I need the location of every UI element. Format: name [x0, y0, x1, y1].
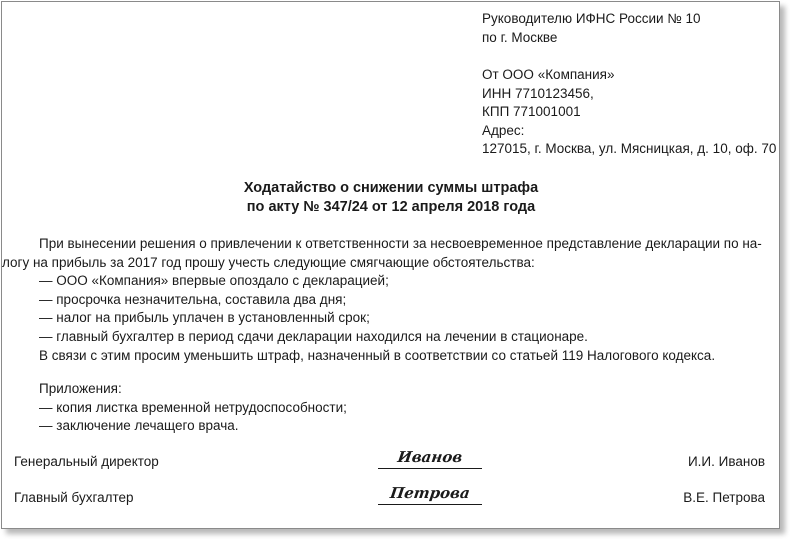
signer-name: И.И. Иванов	[687, 454, 765, 469]
signature-row-accountant	[2, 484, 780, 510]
sender-kpp: КПП 771001001	[482, 104, 581, 119]
document-title	[2, 179, 780, 217]
circumstance-item: — налог на прибыль уплачен в установленный срок;	[39, 310, 370, 326]
title-line-2: по акту № 347/24 от 12 апреля 2018 года	[246, 199, 536, 215]
signer-name: В.Е. Петрова	[683, 490, 765, 505]
request-text: В связи с этим просим уменьшить штраф, назначенный в соответствии со статьей 119 Налогового кодекса.	[39, 347, 716, 363]
attachments-label: Приложения:	[39, 381, 122, 396]
handwritten-signature: Иванов	[396, 448, 464, 466]
attachment-item: — заключение лечащего врача.	[39, 418, 239, 434]
sender-company: От ООО «Компания»	[482, 67, 615, 82]
sender-inn: ИНН 7710123456,	[482, 85, 594, 101]
signer-role: Генеральный директор	[14, 454, 159, 469]
intro-line-2: логу на прибыль за 2017 год прошу учесть следующие смягчающие обстоятельства:	[2, 254, 535, 270]
handwritten-signature: Петрова	[388, 484, 472, 502]
petition-body	[2, 235, 769, 365]
sender-address: 127015, г. Москва, ул. Мясницкая, д. 10, оф. 70	[482, 141, 777, 156]
circumstance-item: — просрочка незначительна, составила два дня;	[39, 291, 347, 307]
sender-address-label: Адрес:	[482, 122, 525, 138]
circumstance-item: — главный бухгалтер в период сдачи декларации находился на лечении в стационаре.	[39, 328, 588, 344]
addressee-line: Руководителю ИФНС России № 10	[482, 11, 701, 26]
attachment-item: — копия листка временной нетрудоспособности;	[39, 399, 347, 415]
signature-row-director	[2, 448, 780, 474]
signature-line	[378, 504, 482, 505]
attachments-block	[39, 380, 347, 436]
document-page	[1, 1, 780, 529]
title-line-1: Ходатайство о снижении суммы штрафа	[243, 180, 539, 196]
signer-role: Главный бухгалтер	[14, 490, 134, 505]
intro-line-1: При вынесении решения о привлечении к ответственности за несвоевременное представление декларации по на-	[39, 236, 762, 251]
signature-line	[378, 468, 482, 469]
addressee-city: по г. Москве	[482, 29, 558, 45]
circumstance-item: — ООО «Компания» впервые опоздало с декларацией;	[39, 273, 389, 289]
addressee-block	[482, 10, 776, 159]
